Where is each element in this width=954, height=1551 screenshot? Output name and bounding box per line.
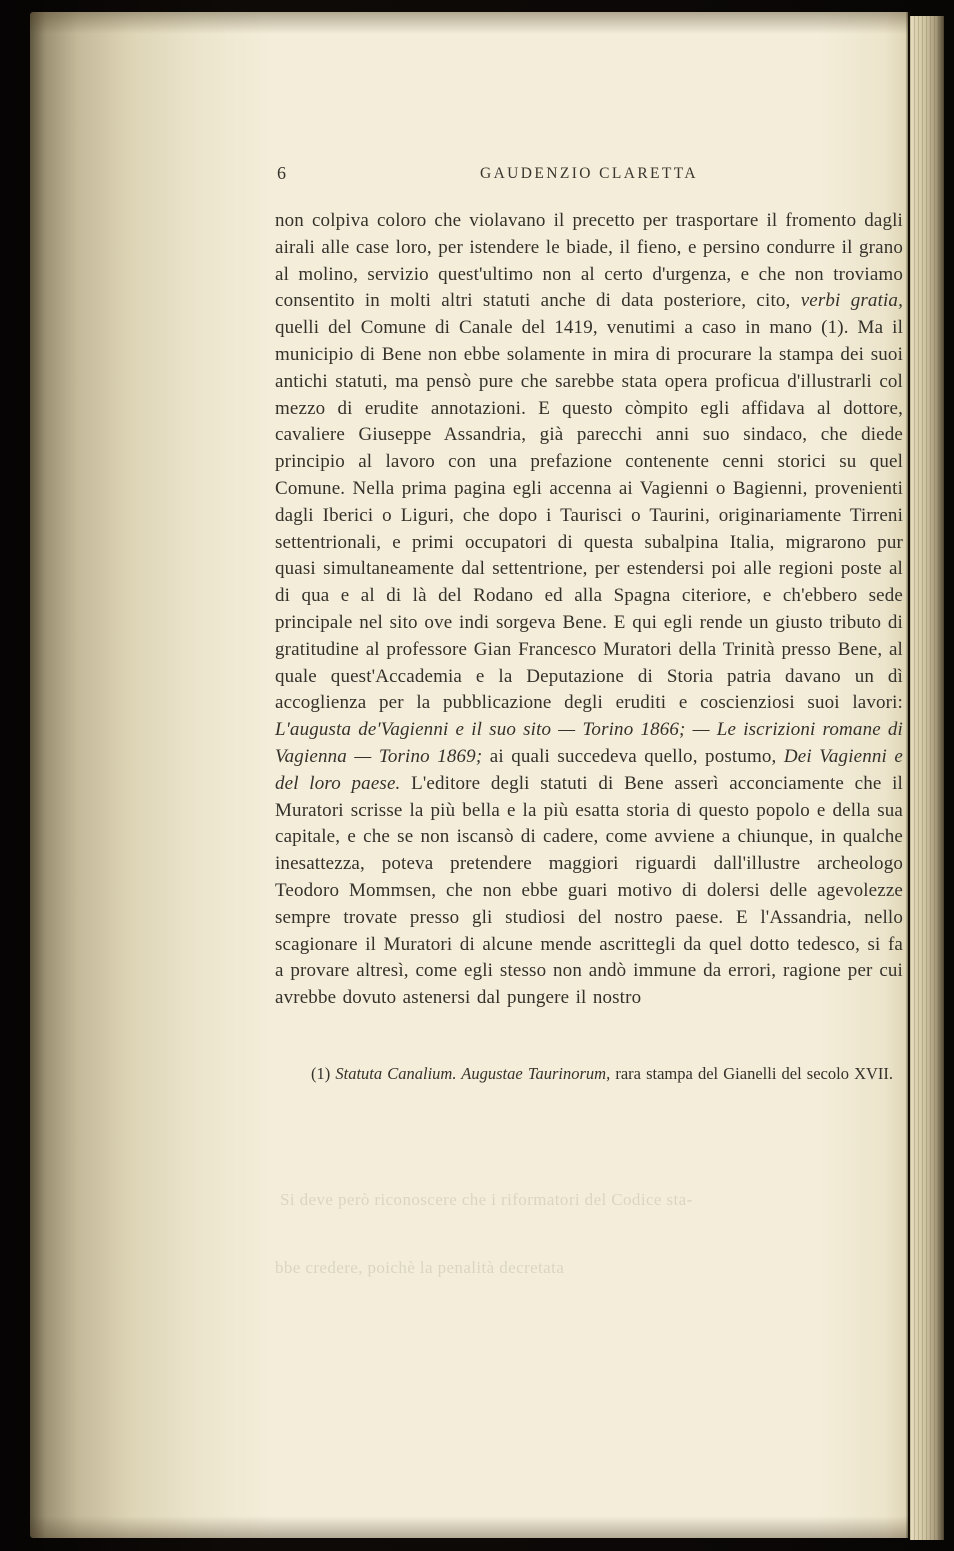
body-text-run: non colpiva coloro che violavano il precetto per trasportare il fromento dagli airali alle case loro, per istendere le biade, il fieno, e persino condurre il grano al molino, servizio quest'ultimo non al certo d'urgenza, e che non troviamo consentito in molti altri statuti anche di data posteriore, cito, [275, 210, 903, 312]
book-page [30, 12, 908, 1538]
page-number: 6 [277, 163, 287, 183]
footnote-run: Statuta Canalium. Augustae Taurinorum, [335, 1063, 611, 1083]
page-edge-stack [910, 16, 944, 1540]
footnote-run: rara stampa del Gianelli del secolo XVII. [610, 1063, 894, 1083]
body-text-run: ai quali succedeva quello, postumo, [482, 745, 784, 767]
body-text-run: L'augusta de'Vagienni e il suo sito — Torino 1866; — Le iscrizioni romane di Vagienna — Torino 1869; [275, 719, 903, 767]
body-text-run: verbi gratia, [800, 290, 903, 312]
bleedthrough-text: Si deve però riconoscere che i riformatori del Codice sta- [280, 1190, 693, 1209]
body-text-run: quelli del Comune di Canale del 1419, venutimi a caso in mano (1). Ma il municipio di Bene non ebbe solamente in mira di procurare la stampa dei suoi antichi statuti, ma pensò pure che sarebbe stata opera proficua d'illustrarli col mezzo di erudite annotazioni. E questo còmpito egli affidava al dottore, cavaliere Giuseppe Assandria, già parecchi anni suo sindaco, che diede principio al lavoro con una prefazione contenente cenni storici su quel Comune. Nella prima pagina egli accenna ai Vagienni o Bagienni, provenienti dagli Iberici o Liguri, che dopo i Taurisci o Taurini, originariamente Tirreni settentrionali, e primi occupatori di questa subalpina Italia, migrarono pur quasi simultaneamente dal settentrione, per estendersi poi alle regioni poste al di qua e al di là del Rodano ed alla Spagna citeriore, e ch'ebbero sede principale nel sito ove indi sorgeva Bene. E qui egli rende un giusto tributo di gratitudine al professore Gian Francesco Muratori della Trinità presso Bene, al quale quest'Accademia e la Deputazione di Storia patria davano un dì accoglienza per la pubblicazione degli eruditi e coscienziosi suoi lavori: [275, 317, 903, 714]
running-header-title: GAUDENZIO CLARETTA [479, 165, 699, 182]
footnote-run: (1) [311, 1063, 336, 1083]
body-text-run: L'editore degli statuti di Bene asserì acconciamente che il Muratori scrisse la più bella e la più esatta storia di questo popolo e della sua capitale, e che se non iscansò di cadere, come avviene a chiunque, in qualche inesattezza, poteva pretendere maggiori riguardi dall'illustre archeologo Teodoro Mommsen, che non ebbe guari motivo di dolersi delle agevolezze sempre trovate presso gli studiosi del nostro paese. E l'Assandria, nello scagionare il Muratori di alcune mende ascrittegli da quel dotto tedesco, si fa a provare altresì, come egli stesso non andò immune da errori, ragione per cui avrebbe dovuto astenersi dal pungere il nostro [275, 772, 903, 1009]
bleedthrough-text: bbe credere, poichè la penalità decretata [275, 1258, 565, 1277]
footnote [275, 1062, 903, 1086]
body-text-run: Dei Vagienni e del loro paese. [275, 745, 903, 794]
body-text [275, 208, 903, 1012]
text-column [275, 160, 903, 1086]
running-header [275, 160, 903, 194]
